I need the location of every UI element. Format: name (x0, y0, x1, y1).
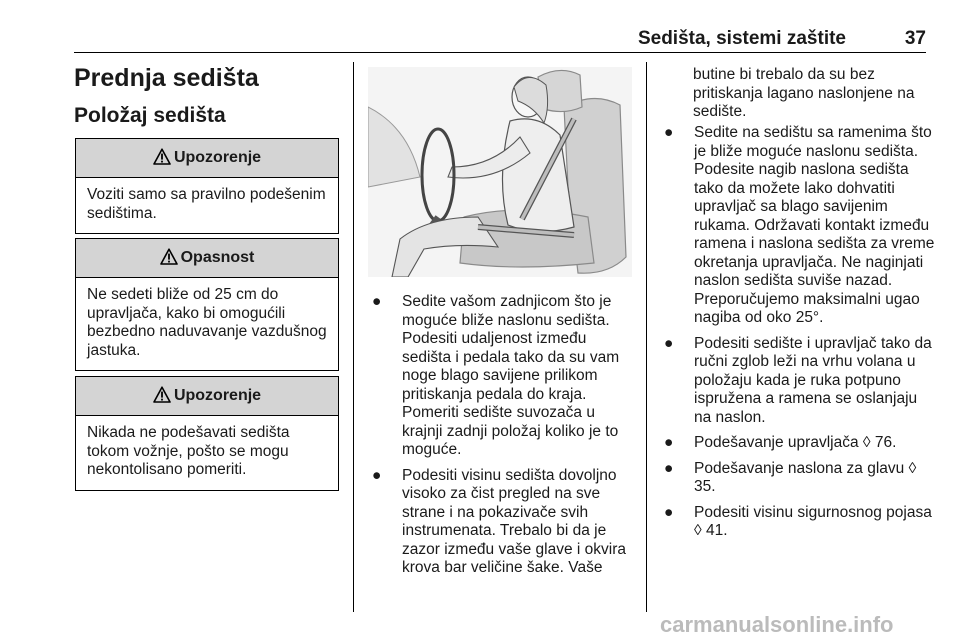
danger-box-text: Ne sedeti bliže od 25 cm do upravljača, kako bi omogućili bezbedno naduvavanje vazdušnog jastuka. (87, 286, 327, 359)
list-item-text: Podesiti visinu sedišta dovoljno visoko za čist pregled na sve strane i na pokazivače svih instrumenata. Trebalo bi da je zazor između vaše glave i okvira krova bar veličine šake. Vaše (402, 466, 626, 576)
warning-triangle-icon (153, 386, 171, 403)
watermark: carmanualsonline.info (660, 612, 894, 637)
section-heading: Prednja sedišta (74, 64, 259, 92)
list-item-text: Sedite vašom zadnjicom što je moguće bliže naslonu sedišta. Podesiti udaljenost između sedišta i pedala tako da su vam noge blago savijene prilikom pritiskanja pedala do kraja. Pomeriti sedište suvozača u krajnji zadnji položaj koliko je to moguće. (402, 293, 620, 458)
warning-box-header (76, 139, 338, 178)
warning-triangle-icon (160, 248, 178, 265)
list-item (660, 124, 936, 328)
warning-box-text: Voziti samo sa pravilno podešenim sedištima. (87, 186, 326, 222)
bullet-dot: ● (372, 293, 382, 310)
warning-box (75, 138, 339, 234)
continued-paragraph: butine bi trebalo da su bez pritiskanja lagano naslonjene na sedište. (693, 66, 915, 120)
driver-seated-in-seat-illustration (368, 67, 632, 277)
seat-instructions-list-right (660, 124, 936, 548)
list-item-text: Podesiti sedište i upravljač tako da ručni zglob leži na vrhu volana u položaju kada je ruka potpuno ispružena a ramena se oslanjaju na naslon. (694, 334, 932, 426)
bullet-dot: ● (664, 124, 674, 141)
page-number: 37 (904, 28, 926, 49)
list-item (660, 434, 936, 453)
bullet-dot: ● (372, 466, 382, 484)
list-item (660, 460, 936, 497)
bullet-dot: ● (664, 434, 674, 451)
warning-box-title: Upozorenje (173, 387, 262, 404)
danger-box-header (76, 239, 338, 278)
warning-box (75, 376, 339, 491)
danger-box (75, 238, 339, 371)
column-divider-left (353, 62, 354, 612)
list-item (660, 504, 936, 541)
list-item (660, 335, 936, 428)
list-item-text: Sedite na sedištu sa ramenima što je bliže moguće naslonu sedišta. Podesite nagib naslona sedišta tako da možete lako dohvatiti upravljač sa blago savijenim rukama. Održavati kontakt između ramena i naslona sedišta za vreme okretanja upravljača. Ne naginjati naslon sedišta suviše nazad. Preporučujemo maksimalni ugao nagiba od oko 25°. (694, 124, 935, 326)
cross-reference-link[interactable]: Podešavanje upravljača ◊ 76. (694, 434, 897, 451)
cross-reference-link[interactable]: Podešavanje naslona za glavu ◊ 35. (694, 459, 917, 495)
list-item (368, 467, 638, 578)
bullet-dot: ● (664, 503, 674, 521)
cross-reference-link[interactable]: Podesiti visinu sigurnosnog pojasa ◊ 41. (694, 503, 932, 539)
warning-box-header (76, 377, 338, 416)
list-item (368, 293, 638, 460)
running-header-title: Sedišta, sistemi zaštite (637, 28, 846, 49)
danger-box-title: Opasnost (180, 249, 255, 266)
header-rule (74, 52, 926, 53)
section-subheading: Položaj sedišta (74, 104, 226, 127)
warning-box-title: Upozorenje (173, 149, 262, 166)
warning-triangle-icon (153, 148, 171, 165)
column-divider-right (646, 62, 647, 612)
seat-instructions-list-middle (368, 293, 638, 585)
bullet-dot: ● (664, 459, 674, 477)
bullet-dot: ● (664, 334, 674, 352)
warning-box-text: Nikada ne podešavati sedišta tokom vožnje, pošto se mogu nekontolisano pomeriti. (87, 424, 290, 478)
